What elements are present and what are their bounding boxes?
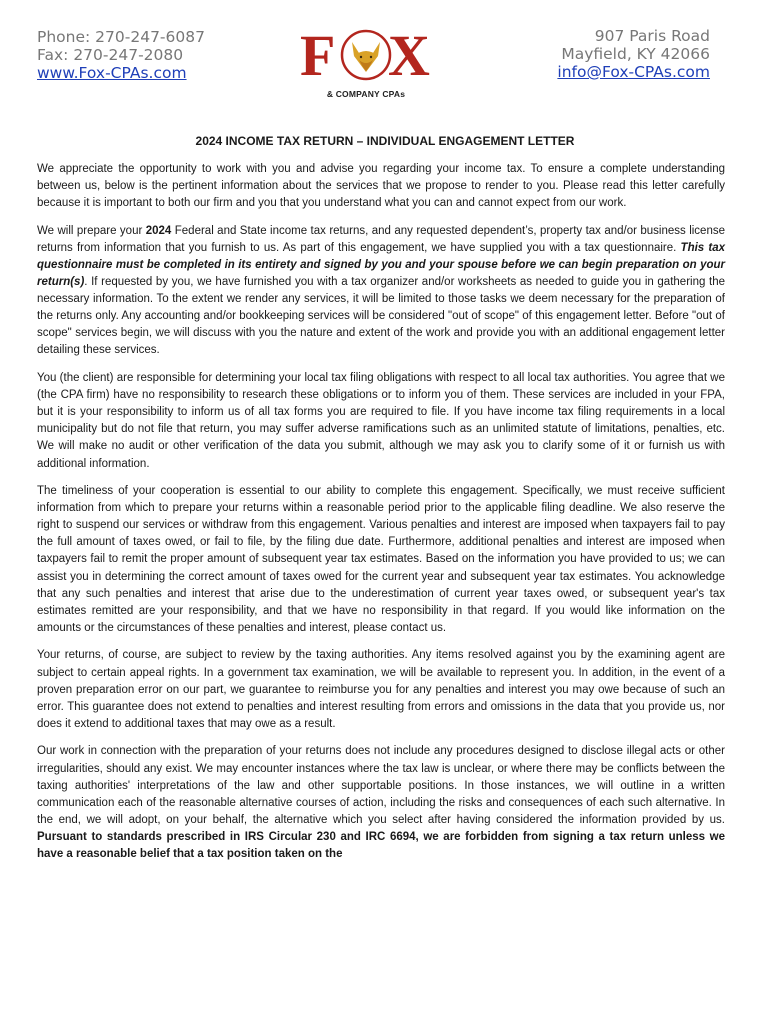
paragraph-illegal-acts: Our work in connection with the preparation of your returns does not include any procedures designed to disclose illegal acts or other irregularities, should any exist. We may encounter instances where the tax law is unclear, or where there may be conflicts between the taxing authorities' interpretations of the law and other supportable positions. In those instances, we will outline in a written communication each of the reasonable alternative courses of action, including the risks and consequences of each such alternative. In the end, we will adopt, on your behalf, the alternative which you select after having considered the information provided by us. Pursuant to standards prescribed in IRS Circular 230 and IRC 6694, we are forbidden from signing a tax return unless we have a reasonable belief that a tax position taken on the — [37, 745, 725, 860]
city-state-zip: Mayfield, KY 42066 — [561, 45, 710, 63]
fox-head-icon — [342, 31, 390, 79]
logo-letter-f: F — [300, 23, 336, 88]
paragraph-timeliness: The timeliness of your cooperation is essential to our ability to complete this engagement. Specifically, we must receive sufficient information from which to prepare your returns within a reasonable period prior to the applicable filing deadline. We also reserve the right to suspend our services or withdraw from this engagement. Various penalties and interest are imposed when taxpayers fail to pay the full amount of taxes owed, or fail to file, by the filing due date. Furthermore, additional penalties and interest are imposed when taxpayers fail to remit the proper amount of subsequent year tax estimates. Based on the information you have provided to us; we can assist you in determining the correct amount of taxes owed for the current year and subsequent year tax estimates. You acknowledge that any such penalties and interest that arise due to the underestimation of current year taxes owed, or subsequent year's tax estimates remitted are your responsibility, and that we have no responsibility in that regard. If you would like information on the amounts or the circumstances of these penalties and interest, please contact us. — [37, 485, 725, 634]
street-address: 907 Paris Road — [594, 27, 710, 45]
phone-number: Phone: 270-247-6087 — [37, 28, 205, 46]
email-link[interactable]: info@Fox-CPAs.com — [557, 63, 710, 81]
paragraph-scope-of-services: We will prepare your 2024 Federal and State income tax returns, and any requested dependent’s, property tax and/or business license returns from information that you furnish to us. As part of this engagement, we have supplied you with a tax questionnaire. This tax questionnaire must be completed in its entirety and signed by you and your spouse before we can begin preparation on your return(s). If requested by you, we have furnished you with a tax organizer and/or worksheets as needed to guide you in gathering the necessary information. To the extent we render any services, it will be limited to those tasks we deem necessary for the preparation of the returns only. Any accounting and/or bookkeeping services will be considered "out of scope" of this engagement letter. Before "out of scope" services begin, we will discuss with you the nature and extent of the work and provide you with an additional engagement letter detailing these services. — [37, 224, 725, 357]
fox-company-logo — [296, 20, 436, 104]
paragraph-introduction: We appreciate the opportunity to work with you and advise you regarding your income tax. To ensure a complete understanding between us, below is the pertinent information about the services that we propose to render to you. Please read this letter carefully because it is important to both our firm and you that you understand what you can and cannot expect from our work. — [37, 163, 725, 210]
paragraph-local-tax-obligations: You (the client) are responsible for determining your local tax filing obligations with respect to all local tax authorities. You agree that we (the CPA firm) have no responsibility to research these obligations or to inform you of them. These services are included in your FPA, but it is your responsibility to inform us of all tax forms you are required to file. If you have income tax filing requirements in a local municipality but do not file that return, you may suffer adverse ramifications such as an unlimited statute of limitations, penalties, etc. We will make no audit or other verification of the data you submit, although we may ask you to clarify some of it or furnish us with additional information. — [37, 372, 725, 470]
fax-number: Fax: 270-247-2080 — [37, 46, 184, 64]
letter-body — [37, 161, 725, 874]
logo-tagline: & COMPANY CPAs — [326, 89, 406, 99]
circular-230-notice: Pursuant to standards prescribed in IRS Circular 230 and IRC 6694, we are forbidden from signing a tax return unless we have a reasonable belief that a tax position taken on the — [37, 830, 725, 860]
fox-logo-mark — [296, 20, 436, 90]
letter-title: 2024 INCOME TAX RETURN – INDIVIDUAL ENGAGEMENT LETTER — [195, 134, 575, 148]
tax-year: 2024 — [145, 224, 172, 237]
firm-contact-block — [37, 28, 205, 82]
questionnaire-requirement: This tax questionnaire must be completed in its entirety and signed by you and your spouse before we can begin preparation on your return(s) — [37, 241, 725, 289]
firm-address-block — [557, 27, 710, 81]
paragraph-review-by-authorities: Your returns, of course, are subject to review by the taxing authorities. Any items resolved against you by the examining agent are subject to certain appeal rights. In a government tax examination, we will be available to represent you. In addition, in the event of a proven preparation error on our part, we guarantee to reimburse you for any penalties and interest you may owe because of such an error. This guarantee does not extend to penalties and interest resulting from errors and omissions in the data that you provide us, nor does it extend to additional taxes that may owe as a result. — [37, 649, 725, 730]
logo-letter-x: X — [388, 23, 430, 88]
website-link[interactable]: www.Fox-CPAs.com — [37, 64, 187, 82]
